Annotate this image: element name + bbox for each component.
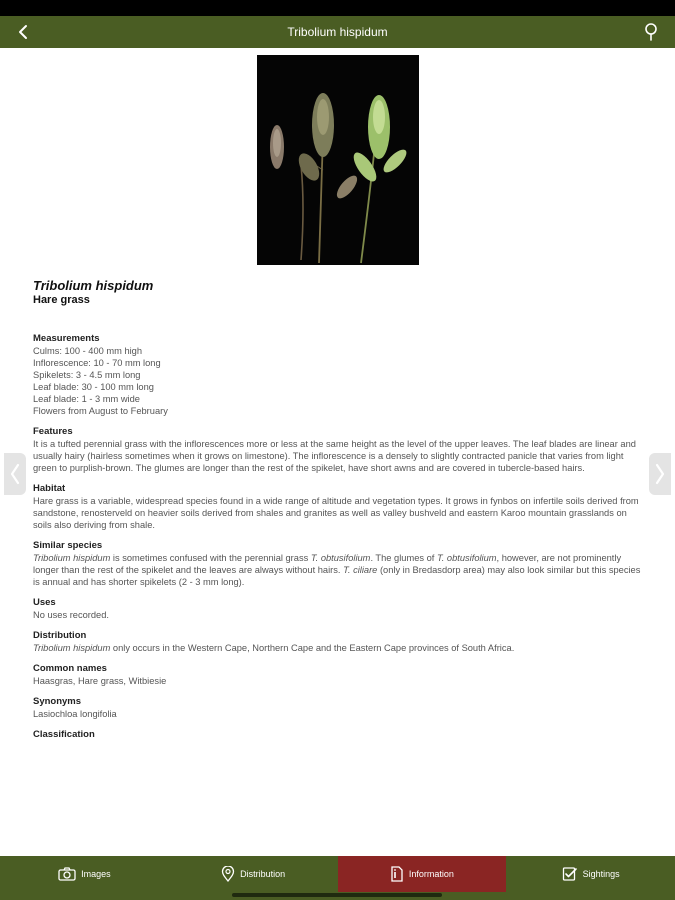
chevron-left-icon — [10, 463, 20, 485]
measurements-section — [33, 333, 645, 417]
similar-species-section — [33, 540, 645, 588]
habitat-text: Hare grass is a variable, widespread species found in a wide range of altitude and vegetation types. It grows in fynbos on infertile soils derived from sandstone, renosterveld on heavier soils derived from shales and granites as well as valley bushveld and eastern Karoo mountain grasslands on soils also deriving from shale. — [33, 496, 639, 530]
location-pin-icon — [643, 22, 659, 42]
common-name: Hare grass — [33, 294, 90, 306]
measurement-line: Leaf blade: 1 - 3 mm wide — [33, 394, 140, 404]
next-species-button[interactable] — [649, 453, 671, 495]
section-heading: Common names — [33, 663, 107, 674]
text-span: only occurs in the Western Cape, Northern Cape and the Eastern Cape provinces of South Africa. — [110, 643, 515, 653]
common-names-section — [33, 663, 645, 687]
tab-information[interactable] — [338, 856, 507, 892]
species-name-italic: T. ciliare — [343, 565, 378, 575]
features-section — [33, 426, 645, 474]
classification-section — [33, 729, 645, 741]
tab-label: Distribution — [240, 869, 286, 879]
location-button[interactable] — [639, 20, 663, 44]
distribution-section — [33, 630, 645, 654]
species-name-italic: Tribolium hispidum — [33, 643, 111, 653]
section-heading: Features — [33, 426, 73, 437]
synonyms-text: Lasiochloa longifolia — [33, 709, 117, 719]
habitat-section — [33, 483, 645, 531]
checklist-icon — [562, 866, 578, 882]
species-name-italic: T. obtusifolium — [310, 553, 371, 563]
home-indicator[interactable] — [232, 893, 442, 897]
text-span: , however, are not prominently longer than the rest of the spikelet and the leaves are always without hairs. — [33, 553, 622, 575]
chevron-right-icon — [655, 463, 665, 485]
uses-section — [33, 597, 645, 621]
page-title: Tribolium hispidum — [287, 25, 388, 39]
measurement-line: Inflorescence: 10 - 70 mm long — [33, 358, 161, 368]
species-name-italic: T. obtusifolium — [436, 553, 497, 563]
text-span: . The glumes of — [370, 553, 437, 563]
uses-text: No uses recorded. — [33, 610, 109, 620]
species-name-italic: Tribolium hispidum — [33, 553, 111, 563]
section-heading: Habitat — [33, 483, 66, 494]
map-pin-icon — [221, 866, 235, 882]
document-icon — [390, 866, 404, 882]
scientific-name: Tribolium hispidum — [33, 278, 154, 293]
text-span: is sometimes confused with the perennial grass — [110, 553, 311, 563]
tab-label: Sightings — [582, 869, 620, 879]
bottom-tab-bar — [0, 856, 675, 892]
tab-sightings[interactable] — [506, 856, 675, 892]
species-photo[interactable] — [257, 55, 419, 265]
section-heading: Similar species — [33, 540, 103, 551]
app-bar — [0, 16, 675, 48]
measurement-line: Culms: 100 - 400 mm high — [33, 346, 143, 356]
status-bar — [0, 0, 675, 16]
tab-label: Images — [81, 869, 111, 879]
common-names-text: Haasgras, Hare grass, Witbiesie — [33, 676, 167, 686]
section-heading: Distribution — [33, 630, 87, 641]
distribution-text — [33, 642, 645, 654]
tab-images[interactable] — [0, 856, 169, 892]
measurement-line: Flowers from August to February — [33, 406, 168, 416]
species-info — [33, 278, 645, 741]
measurement-line: Spikelets: 3 - 4.5 mm long — [33, 370, 141, 380]
section-heading: Measurements — [33, 333, 100, 344]
text-span: (only in Bredasdorp area) may also look similar but this species is annual and has shorter spikelets (2 - 3 mm long). — [33, 565, 641, 587]
similar-species-text — [33, 552, 645, 588]
camera-icon — [58, 867, 76, 881]
section-heading: Uses — [33, 597, 56, 608]
measurement-line: Leaf blade: 30 - 100 mm long — [33, 382, 154, 392]
previous-species-button[interactable] — [4, 453, 26, 495]
tab-label: Information — [408, 869, 454, 879]
section-heading: Synonyms — [33, 696, 82, 707]
section-heading: Classification — [33, 729, 95, 740]
features-text: It is a tufted perennial grass with the inflorescences more or less at the same height as the level of the upper leaves. The leaf blades are linear and usually hairy (hairless sometimes when it grows on limestone). The inflorescence is a densely to slightly contracted panicle that varies from light green to purplish-brown. The glumes are longer than the rest of the spikelet, have short awns and are covered in tubercle-based hairs. — [33, 439, 636, 473]
tab-distribution[interactable] — [169, 856, 338, 892]
synonyms-section — [33, 696, 645, 720]
